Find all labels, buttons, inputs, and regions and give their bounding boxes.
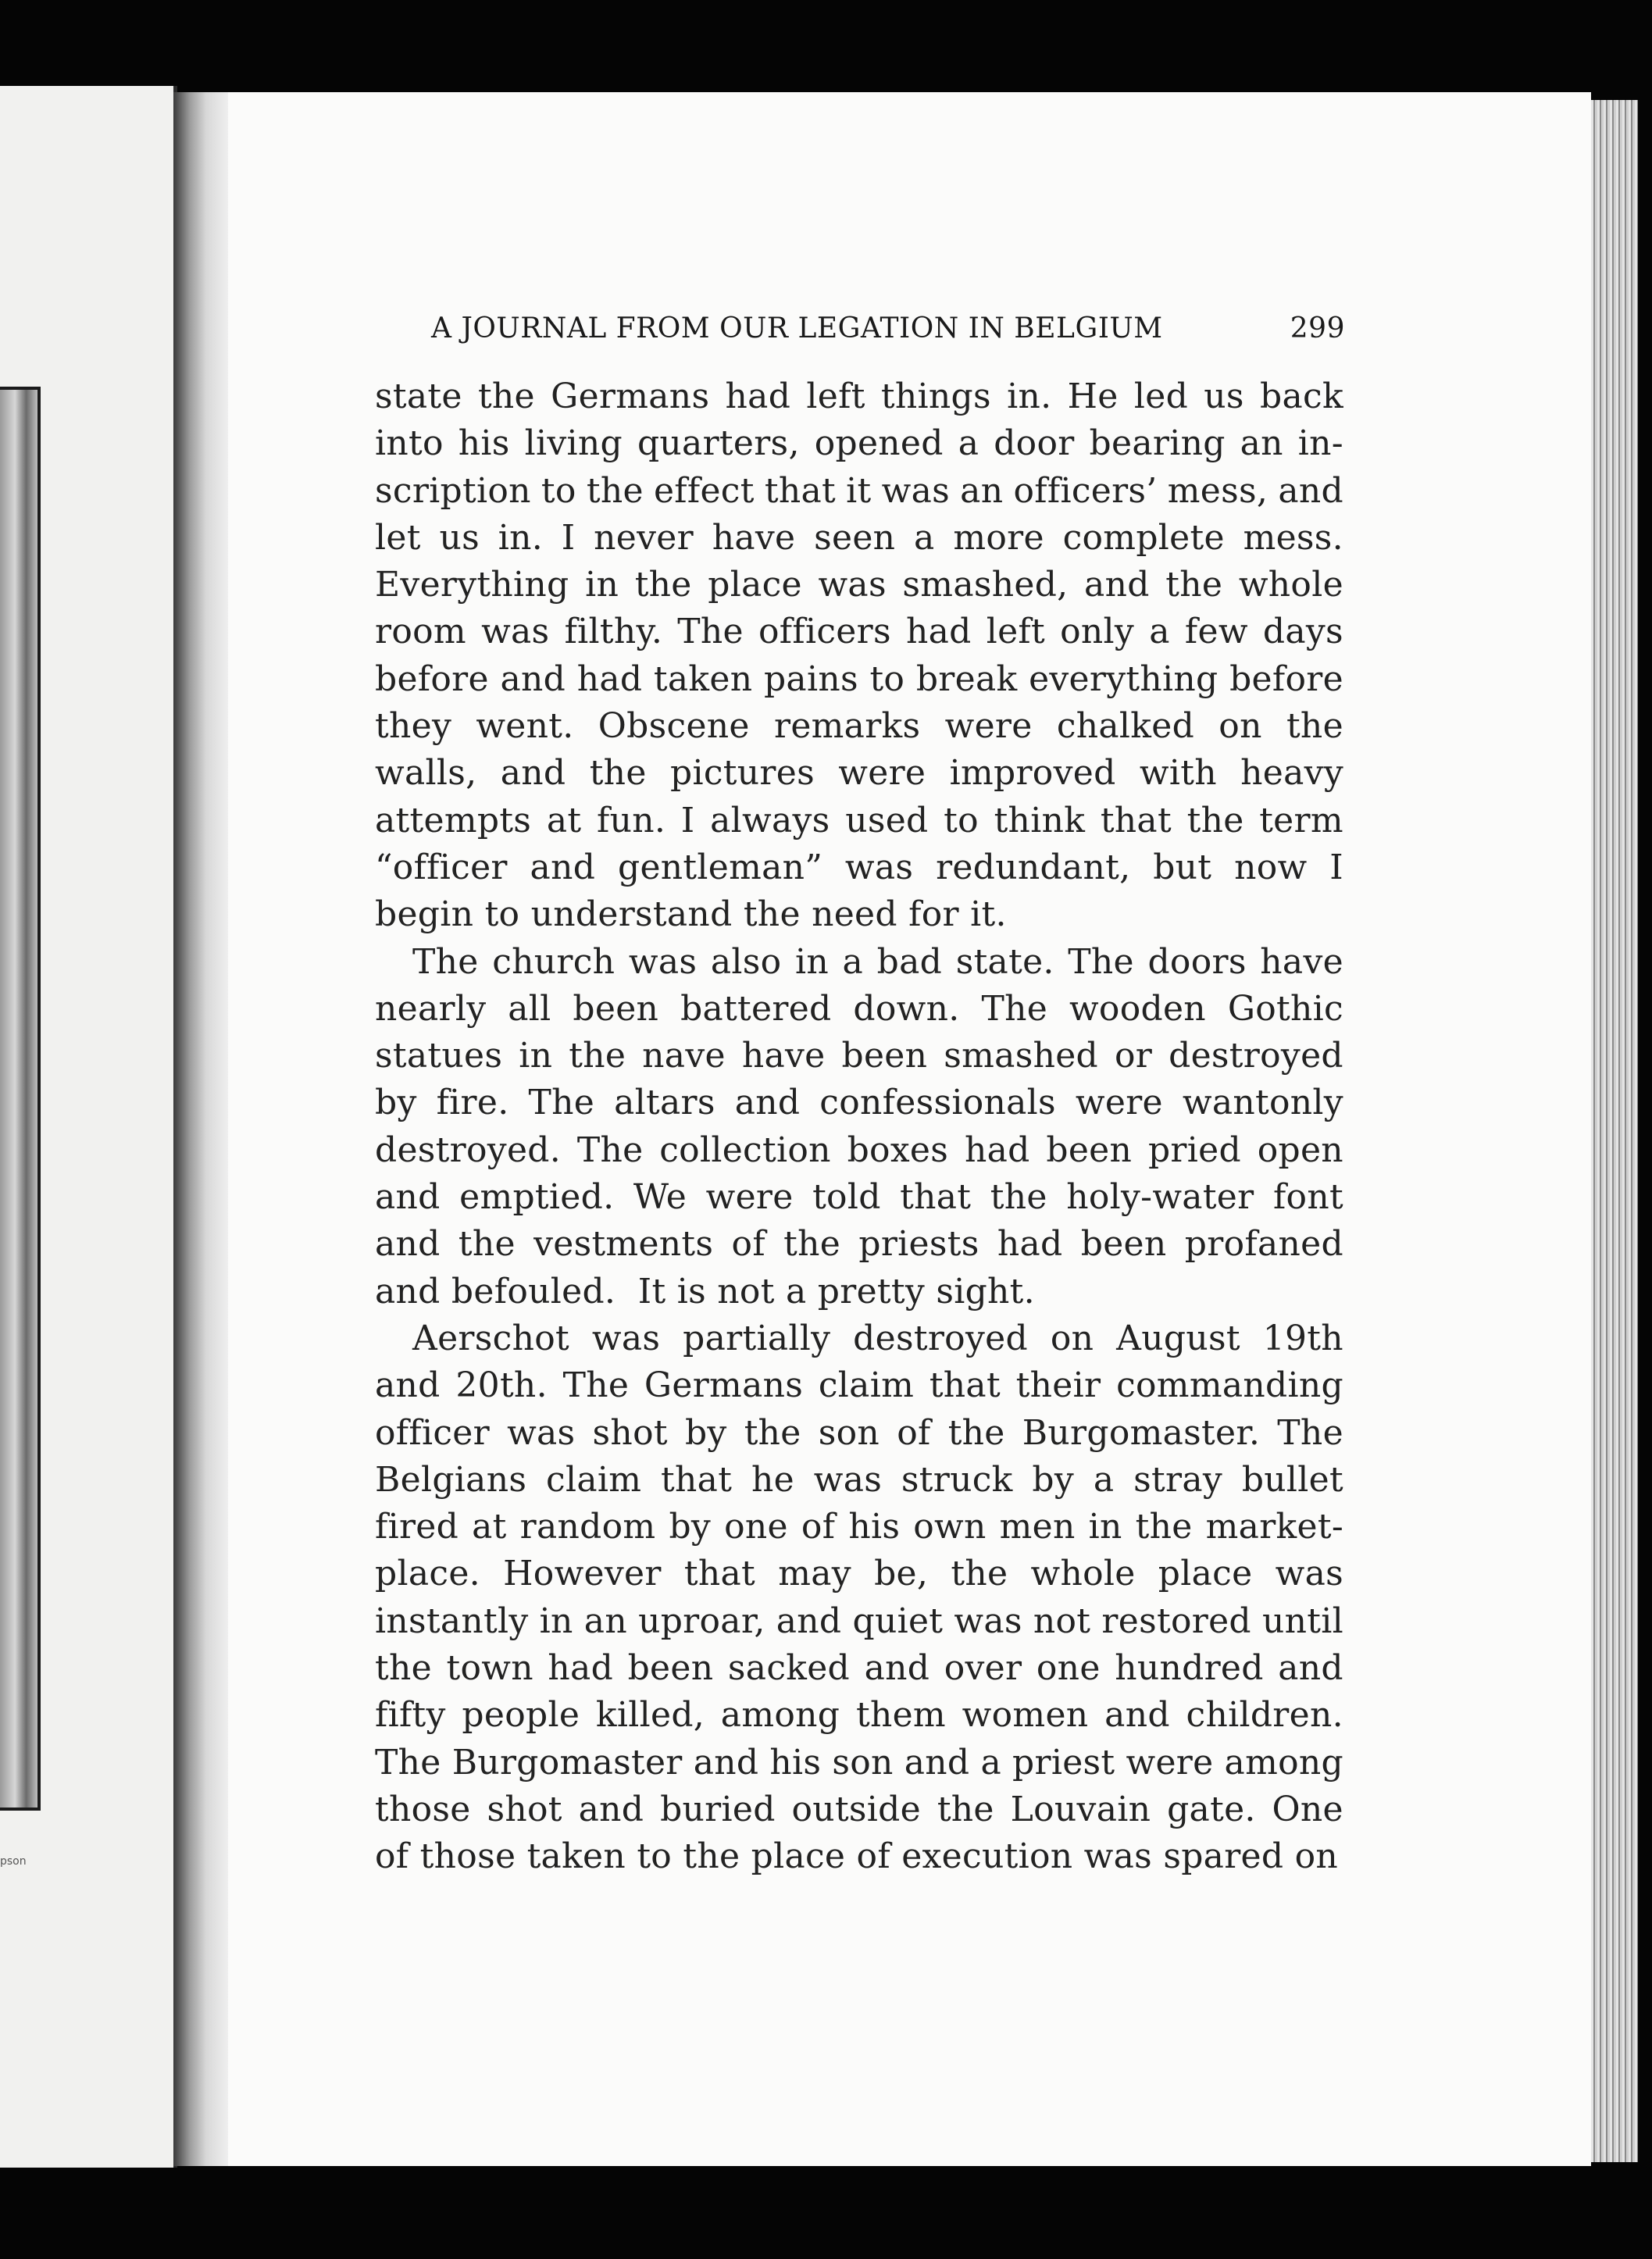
text-line: The Burgomaster and his son and a priest were among bbox=[375, 1742, 1343, 1783]
text-line: fired at random by one of his own men in the market- bbox=[375, 1507, 1343, 1547]
book-gutter bbox=[173, 92, 228, 2166]
page-edges bbox=[1591, 100, 1638, 2162]
body-text bbox=[375, 373, 1343, 1881]
text-line: Everything in the place was smashed, and the whole bbox=[375, 565, 1343, 605]
text-line: and the vestments of the priests had been profaned bbox=[375, 1224, 1343, 1265]
text-line: and emptied. We were told that the holy-water font bbox=[375, 1177, 1343, 1218]
text-line: The church was also in a bad state. The doors have bbox=[412, 941, 1343, 982]
paragraph bbox=[375, 1315, 1343, 1881]
page-number: 299 bbox=[1290, 312, 1345, 344]
paragraph bbox=[375, 939, 1343, 1315]
running-head bbox=[431, 312, 1345, 344]
left-page bbox=[0, 86, 177, 2168]
text-line: fifty people killed, among them women and children. bbox=[375, 1695, 1343, 1736]
text-line: “officer and gentleman” was redundant, but now I bbox=[375, 847, 1343, 887]
text-line: begin to understand the need for it. bbox=[375, 894, 1007, 935]
text-line: state the Germans had left things in. He led us back bbox=[375, 376, 1343, 416]
plate-caption-fragment: pson bbox=[0, 1855, 27, 1868]
text-line: the town had been sacked and over one hundred and bbox=[375, 1648, 1343, 1689]
text-line: and befouled. It is not a pretty sight. bbox=[375, 1271, 1035, 1312]
text-line: before and had taken pains to break everything before bbox=[375, 658, 1343, 699]
text-line: room was filthy. The officers had left only a few days bbox=[375, 612, 1343, 652]
text-line: place. However that may be, the whole place was bbox=[375, 1554, 1343, 1594]
photo-plate-edge bbox=[0, 387, 41, 1811]
text-line: Aerschot was partially destroyed on August 19th bbox=[412, 1318, 1343, 1358]
text-line: instantly in an uproar, and quiet was not restored until bbox=[375, 1601, 1343, 1641]
text-line: destroyed. The collection boxes had been pried open bbox=[375, 1130, 1343, 1170]
text-line: into his living quarters, opened a door bearing an in- bbox=[375, 423, 1343, 464]
text-line: and 20th. The Germans claim that their commanding bbox=[375, 1365, 1343, 1406]
text-line: by fire. The altars and confessionals were wantonly bbox=[375, 1083, 1343, 1123]
running-head-title: A JOURNAL FROM OUR LEGATION IN BELGIUM bbox=[431, 312, 1163, 344]
text-line: of those taken to the place of execution was spared on bbox=[375, 1836, 1339, 1877]
text-line: they went. Obscene remarks were chalked on the bbox=[375, 706, 1343, 747]
text-line: let us in. I never have seen a more complete mess. bbox=[375, 517, 1343, 558]
text-line: Belgians claim that he was struck by a stray bullet bbox=[375, 1459, 1343, 1500]
text-line: nearly all been battered down. The wooden Gothic bbox=[375, 988, 1343, 1029]
text-line: those shot and buried outside the Louvain gate. One bbox=[375, 1789, 1343, 1829]
text-line: walls, and the pictures were improved with heavy bbox=[375, 753, 1343, 794]
text-line: officer was shot by the son of the Burgomaster. The bbox=[375, 1412, 1343, 1453]
paragraph bbox=[375, 373, 1343, 939]
text-line: scription to the effect that it was an officers’ mess, and bbox=[375, 470, 1343, 511]
text-line: attempts at fun. I always used to think that the term bbox=[375, 800, 1343, 840]
text-line: statues in the nave have been smashed or destroyed bbox=[375, 1036, 1343, 1076]
